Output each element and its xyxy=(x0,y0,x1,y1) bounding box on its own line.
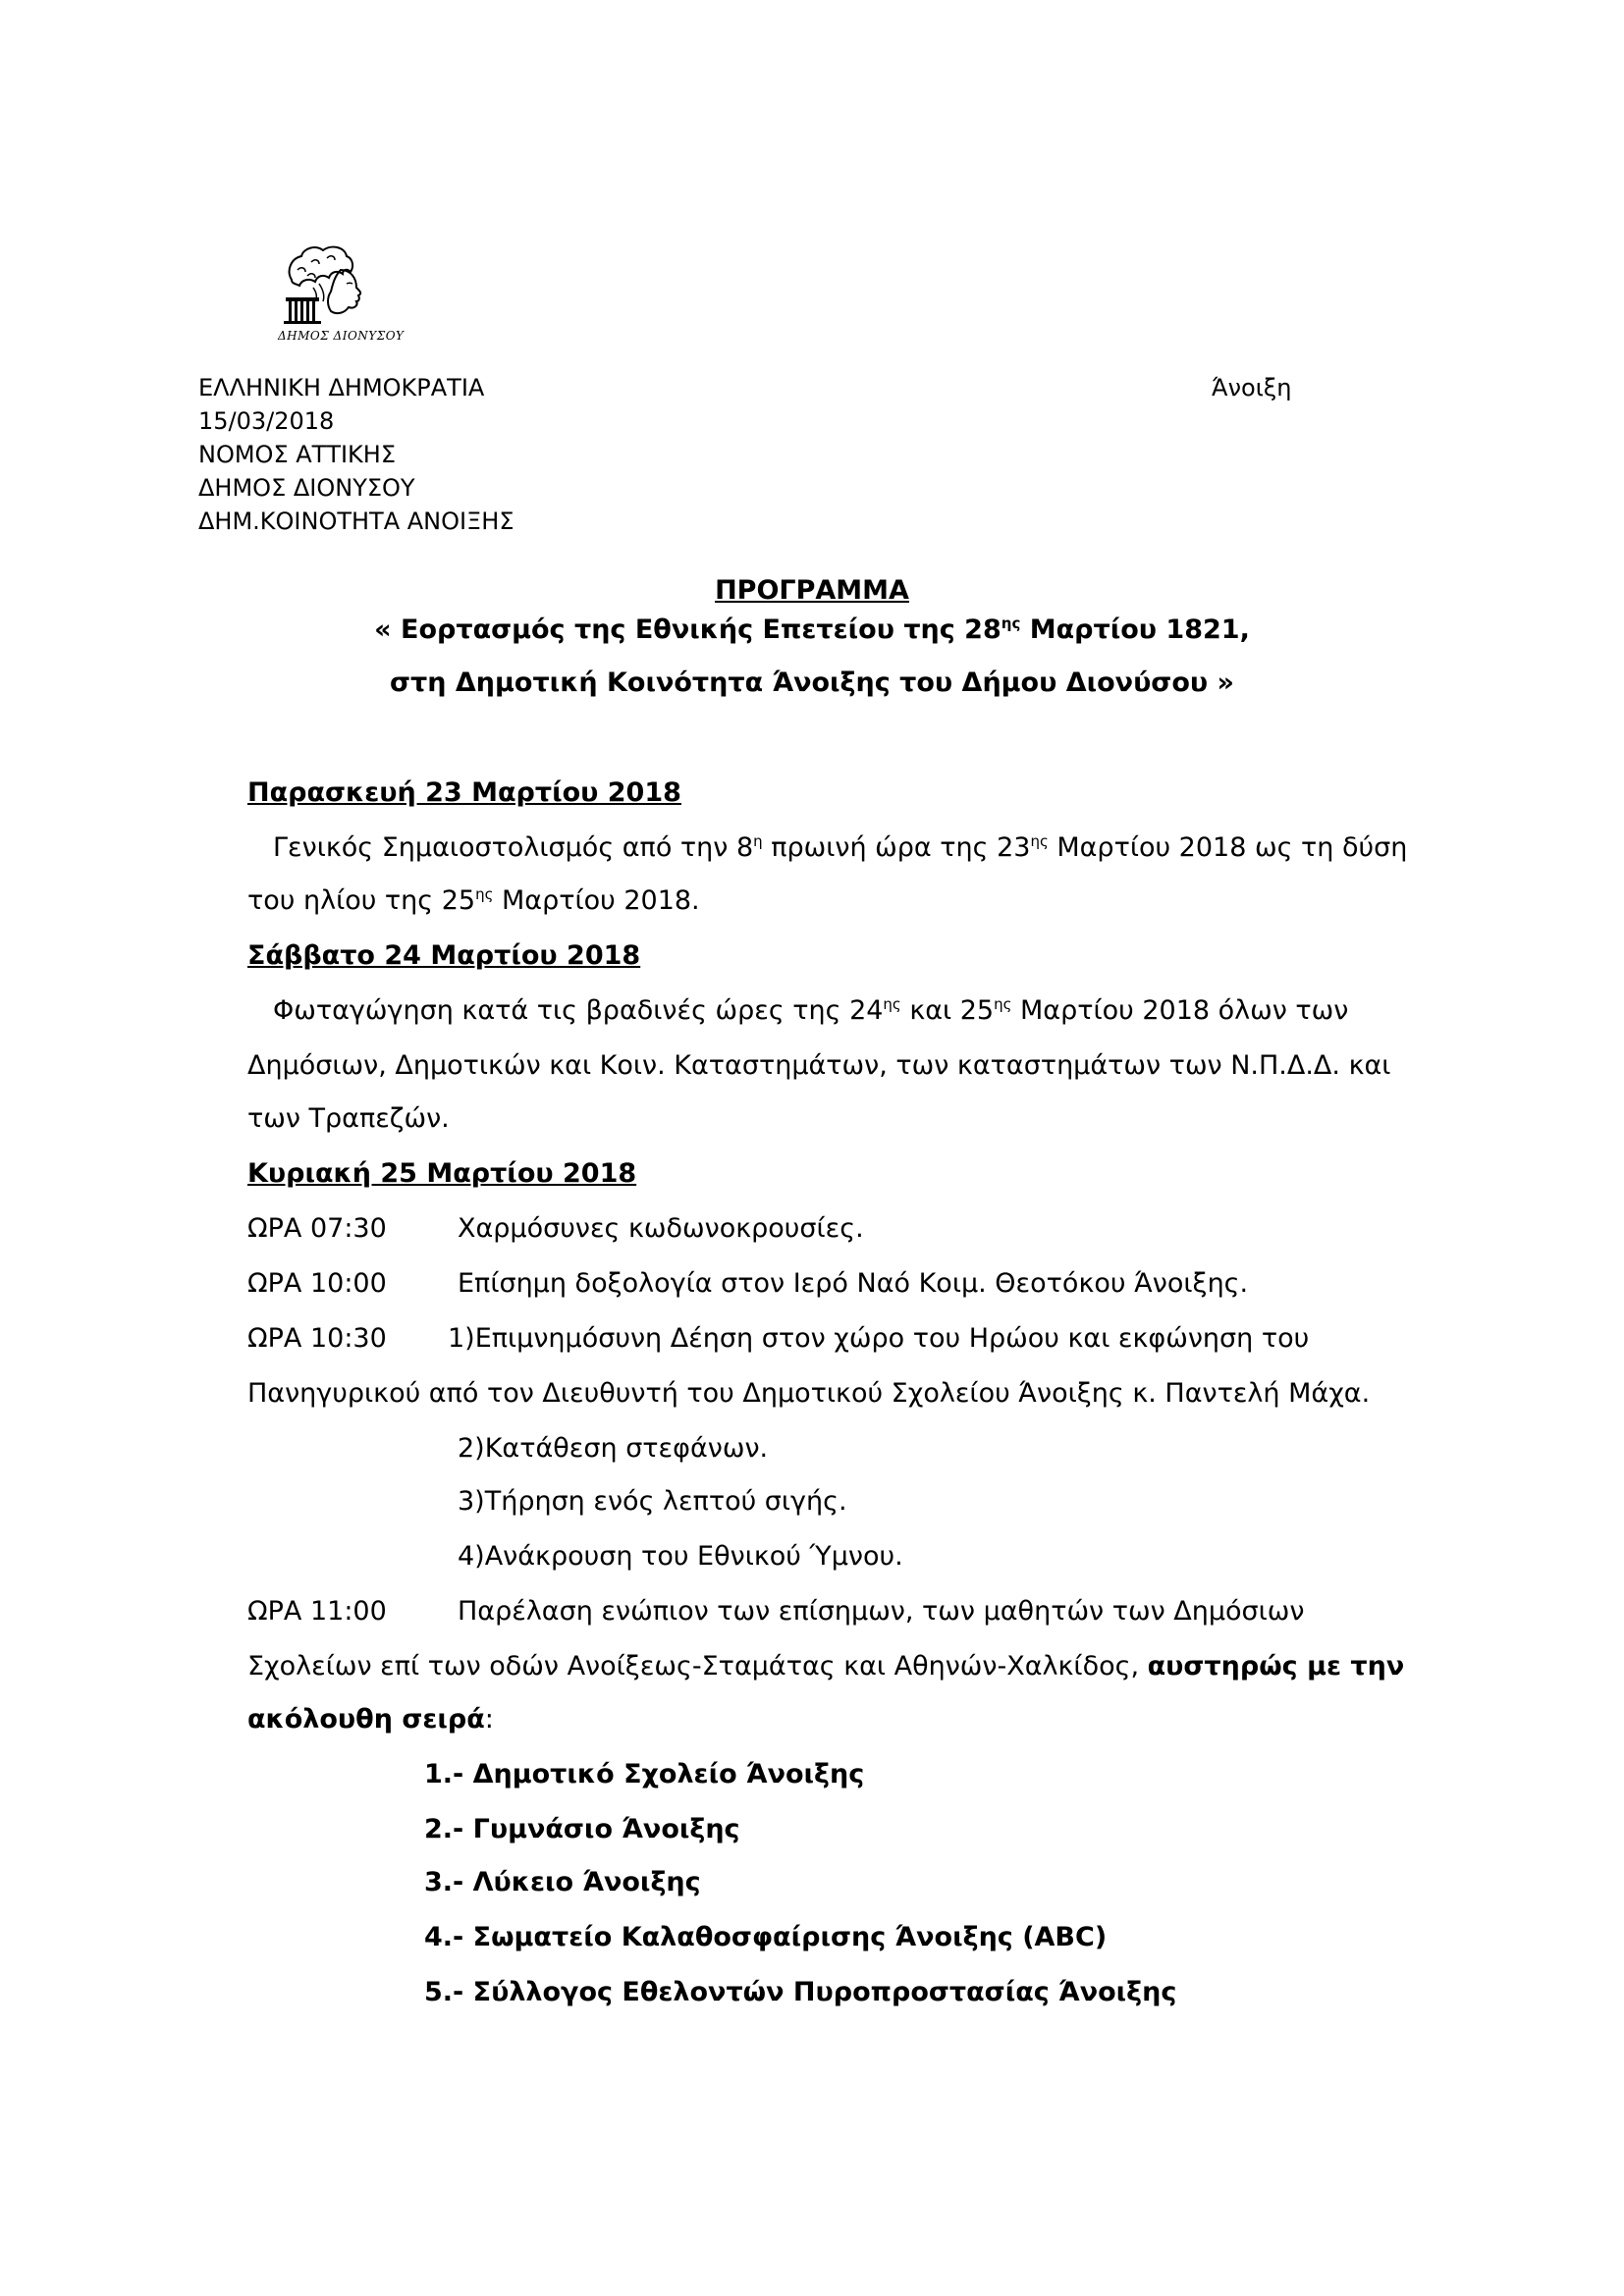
header-community: ΔΗΜ.ΚΟΙΝΟΤΗΤΑ ΑΝΟΙΞΗΣ xyxy=(198,507,514,535)
sunday-heading: Κυριακή 25 Μαρτίου 2018 xyxy=(247,1158,637,1189)
logo-caption: ΔΗΜΟΣ ΔΙΟΝΥΣΟΥ xyxy=(278,329,405,343)
text-sup: ης xyxy=(475,885,494,903)
text-part: πρωινή ώρα της 23 xyxy=(762,832,1031,863)
text-part: Μαρτίου 2018 ως τη δύση xyxy=(1048,832,1408,863)
event-time: ΩΡΑ 11:00 xyxy=(247,1596,387,1627)
event-time: ΩΡΑ 07:30 xyxy=(247,1213,387,1244)
event-subitem: 2)Κατάθεση στεφάνων. xyxy=(458,1433,769,1464)
municipality-logo xyxy=(278,240,405,348)
text-sup: ης xyxy=(994,995,1012,1013)
event-time: ΩΡΑ 10:30 xyxy=(247,1323,387,1354)
text-part: Μαρτίου 2018 όλων των xyxy=(1011,995,1349,1026)
dionysus-head-icon xyxy=(278,240,394,329)
text-sup: ης xyxy=(883,995,901,1013)
event-text: 1)Επιμνημόσυνη Δέηση στον χώρο του Ηρώου και εκφώνηση του xyxy=(448,1323,1310,1354)
event-text-continued: Πανηγυρικού από τον Διευθυντή του Δημοτικού Σχολείου Άνοιξης κ. Παντελή Μάχα. xyxy=(247,1378,1371,1409)
text-part: Σχολείων επί των οδών Ανοίξεως-Σταμάτας και Αθηνών-Χαλκίδος, xyxy=(247,1651,1148,1682)
saturday-text-line1 xyxy=(273,991,1348,1031)
text-part: του ηλίου της 25 xyxy=(247,885,476,916)
text-sup: ης xyxy=(1030,832,1049,850)
subtitle-sup: ης xyxy=(1001,614,1021,632)
program-title: ΠΡΟΓΡΑΜΜΑ xyxy=(715,575,909,606)
text-sup: η xyxy=(753,832,763,850)
event-subitem: 4)Ανάκρουση του Εθνικού Ύμνου. xyxy=(458,1541,903,1572)
subtitle-part: « Εορτασμός της Εθνικής Επετείου της 28 xyxy=(374,614,1001,645)
text-part: Φωταγώγηση κατά τις βραδινές ώρες της 24 xyxy=(273,995,884,1026)
parade-order-item: 1.- Δημοτικό Σχολείο Άνοιξης xyxy=(424,1759,865,1789)
subtitle-part: Μαρτίου 1821, xyxy=(1020,614,1250,645)
saturday-text-line3: των Τραπεζών. xyxy=(247,1103,450,1134)
parade-order-item: 5.- Σύλλογος Εθελοντών Πυροπροστασίας Άνοιξης xyxy=(424,1977,1177,2007)
text-part: Γενικός Σημαιοστολισμός από την 8 xyxy=(273,832,754,863)
header-municipality: ΔΗΜΟΣ ΔΙΟΝΥΣΟΥ xyxy=(198,474,415,502)
saturday-heading: Σάββατο 24 Μαρτίου 2018 xyxy=(247,940,641,971)
event-text-continued xyxy=(247,1700,494,1739)
program-subtitle-line2: στη Δημοτική Κοινότητα Άνοιξης του Δήμου Διονύσου » xyxy=(390,667,1234,698)
event-text-continued xyxy=(247,1647,1404,1686)
friday-text-line1 xyxy=(273,828,1407,868)
text-emphasis: αυστηρώς με την xyxy=(1147,1651,1405,1682)
event-text: Χαρμόσυνες κωδωνοκρουσίες. xyxy=(458,1213,864,1244)
header-prefecture: ΝΟΜΟΣ ΑΤΤΙΚΗΣ xyxy=(198,441,396,468)
event-subitem: 3)Τήρηση ενός λεπτού σιγής. xyxy=(458,1486,847,1517)
header-country: ΕΛΛΗΝΙΚΗ ΔΗΜΟΚΡΑΤΙΑ xyxy=(198,374,485,401)
parade-order-item: 4.- Σωματείο Καλαθοσφαίρισης Άνοιξης (ABC) xyxy=(424,1922,1108,1952)
event-text: Παρέλαση ενώπιον των επίσημων, των μαθητών των Δημόσιων xyxy=(458,1596,1305,1627)
text-emphasis: ακόλουθη σειρά xyxy=(247,1704,485,1735)
event-time: ΩΡΑ 10:00 xyxy=(247,1268,387,1299)
friday-heading: Παρασκευή 23 Μαρτίου 2018 xyxy=(247,777,681,808)
parade-order-item: 2.- Γυμνάσιο Άνοιξης xyxy=(424,1814,740,1844)
program-subtitle-line1 xyxy=(0,611,1624,650)
parade-order-item: 3.- Λύκειο Άνοιξης xyxy=(424,1867,701,1897)
friday-text-line2 xyxy=(247,881,700,921)
event-text: Επίσημη δοξολογία στον Ιερό Ναό Κοιμ. Θεοτόκου Άνοιξης. xyxy=(458,1268,1249,1299)
text-part: : xyxy=(484,1704,494,1735)
header-location: Άνοιξη xyxy=(1212,374,1292,401)
header-date: 15/03/2018 xyxy=(198,407,335,435)
text-part: Μαρτίου 2018. xyxy=(493,885,700,916)
saturday-text-line2: Δημόσιων, Δημοτικών και Κοιν. Καταστημάτων, των καταστημάτων των Ν.Π.Δ.Δ. και xyxy=(247,1050,1391,1081)
text-part: και 25 xyxy=(900,995,995,1026)
